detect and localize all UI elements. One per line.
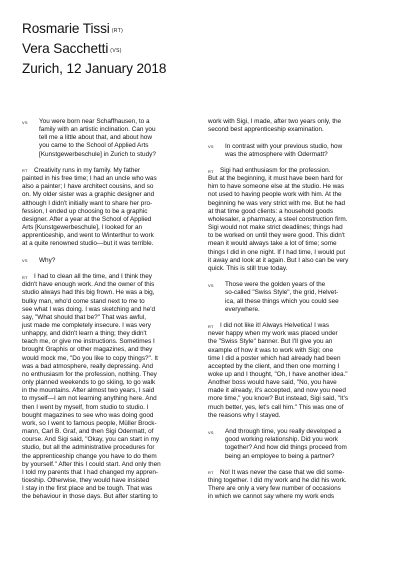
- speaker-label: RT: [22, 168, 28, 174]
- answer-paragraph: [22, 167, 194, 249]
- answer-paragraph: [208, 469, 380, 502]
- continued-paragraph: work with Sigi, I made, after two years only, the second best apprenticeship examination.: [208, 118, 342, 134]
- paragraph-text: In contrast with your previous studio, how was the atmosphere with Odermatt?: [225, 142, 343, 158]
- question-paragraph: [22, 118, 194, 159]
- paragraph-text: I did not like it! Always Helvetica! I was never happy when my work was placed under the "Swiss Style" banner. But I'll give you an example of how it was to work with Sigi; one time I did a poster which had already had been accepted by the client, and then one morning I woke up and I thought, "Oh, I have another idea." Another boss would have said, "No, you have made it already, it's accepted, and now you need more time," you know? But instead, Sigi said, "It's much better, yes, let's call him." This was one of the reasons why I stayed.: [208, 322, 349, 419]
- participant-rosmarie: [22, 20, 382, 40]
- paragraph-text: Those were the golden years of the so-called "Swiss Style", the grid, Helvet- ica, all these things which you could see everywhere.: [225, 281, 339, 313]
- participant-initials: (VS): [110, 48, 122, 54]
- participant-name: Vera Sacchetti: [22, 41, 109, 56]
- paragraph-text: Why?: [39, 256, 56, 264]
- speaker-label: VS: [208, 144, 214, 149]
- speaker-label: VS: [208, 429, 214, 435]
- participant-initials: (RT): [111, 28, 124, 34]
- participant-vera: [22, 40, 382, 60]
- paragraph-text: Creativity runs in my family. My father painted in his free time; I had an uncle who was also a painter; I have architect cousins, and so on. My older sister was a graphic designer and although I didn't initially want to share her pro- fession, I ended up choosing to be a graphic designer. After a year at the School of Applied Arts [Kunstgewerbeschule], I looked for an apprenticeship, and went to Winterthur to work at a quite renowned studio—but it was terrible.: [22, 166, 157, 248]
- speaker-label: VS: [208, 282, 214, 288]
- question-paragraph: [208, 428, 380, 461]
- speaker-label: RT: [208, 168, 214, 174]
- question-paragraph: [208, 281, 380, 314]
- speaker-label: RT: [208, 323, 214, 329]
- answer-paragraph: [22, 273, 194, 501]
- question-paragraph: [208, 143, 380, 159]
- paragraph-text: No! It was never the case that we did some- thing together. I did my work and he did his work. There are only a very few number of occasions in which we cannot say where my work ends: [208, 468, 347, 501]
- right-text-column: [208, 118, 380, 510]
- speaker-label: RT: [22, 274, 28, 280]
- interview-header: [22, 20, 382, 78]
- paragraph-text: Sigi had enthusiasm for the profession. But at the beginning, it must have been hard for him to have someone else at the studio. He was not used to having people work with him. At the beginning he was very strict with me. But he had at that time good clients: a household goods wholesaler, a pharmacy, a steel construction firm. Sigi would not make strict deadlines; things had to be worked on until they were good. This didn't mean it would always take a lot of time; some things I did in one night. If I had time, I would put it away and look at it again. But I also can be very quick. This is still true today.: [208, 167, 349, 272]
- left-text-column: [22, 118, 194, 510]
- participant-name: Rosmarie Tissi: [22, 21, 110, 36]
- answer-paragraph: [208, 322, 380, 420]
- interview-place-date: Zurich, 12 January 2018: [22, 61, 167, 76]
- paragraph-text: And through time, you really developed a good working relationship. Did you work together? And how did things proceed from being an employee to being a partner?: [225, 428, 347, 460]
- speaker-label: VS: [22, 119, 28, 125]
- question-paragraph: [22, 257, 194, 265]
- speaker-label: VS: [22, 258, 28, 264]
- answer-paragraph: [208, 167, 380, 273]
- speaker-label: RT: [208, 470, 214, 476]
- paragraph-text: I had to clean all the time, and I think they didn't have enough work. And the owner of this studio always had this big frown. He was a big, bulky man, who'd come stand next to me to see what I was doing. I was sketching and he'd say, "What should that be?" That was awful, just made me completely insecure. I was very unhappy, and didn't learn a thing; they didn't teach me, or give me instructions. Sometimes I brought Graphis or other magazines, and they would mock me, "Do you like to copy things?". It was a bad atmosphere, really depressing. And no enthusiasm for the profession, nothing. They only planned weekends to go skiing, to go walk in the mountains. After almost two years, I said to myself—I am not learning anything here. And then I went by myself, from studio to studio. I bought magazines to see who was doing good work, so I went to famous people, Müller Brock- mann, Carl B. Graf, and then Sigi Odermatt, of course. And Sigi said, "Okay, you can start in my studio, but all the administrative procedures for the apprenticeship change you have to do them by yourself." After this I could start. And only then I told my parents that I had changed my appren- ticeship. Otherwise, they would have insisted I stay in the first place and be tough. That was the behaviour in those days. But after starting to: [22, 273, 161, 501]
- paragraph-text: You were born near Schaffhausen, to a family with an artistic inclination. Can you tell me a little about that, and about how you came to the School of Applied Arts [Kunstgewerbeschule] in Zurich to study?: [39, 118, 156, 158]
